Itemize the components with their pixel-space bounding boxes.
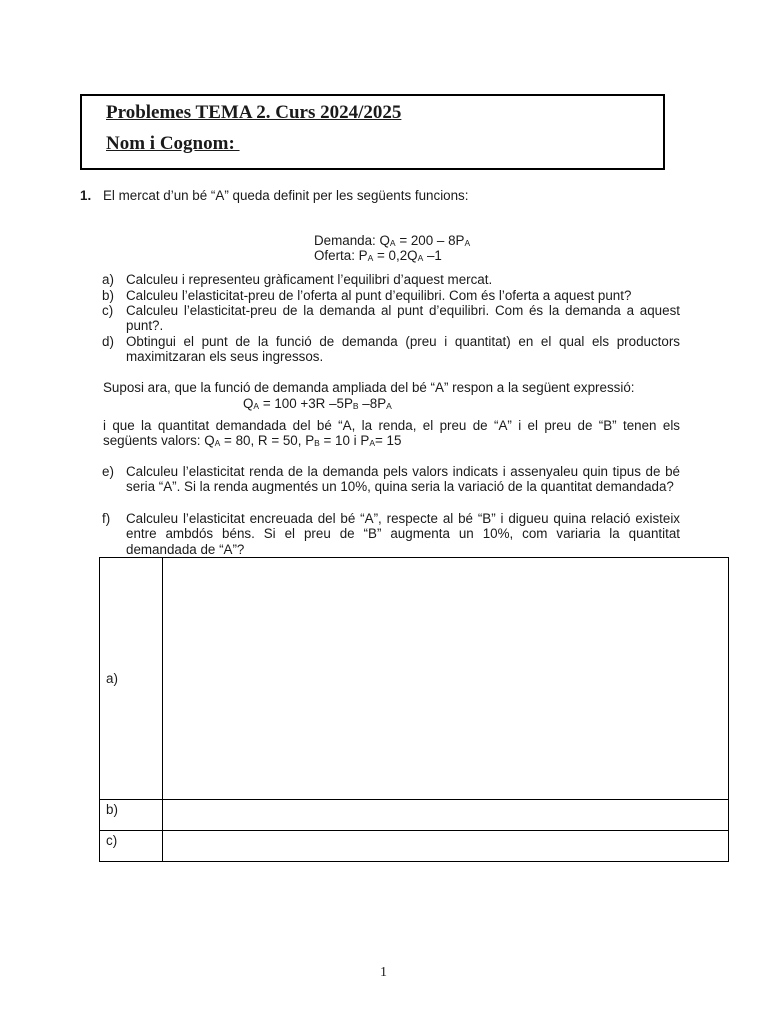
extended-demand-function: $Q_A = 100 +3R$ $-5P_B$ $-8P_A$ bbox=[243, 396, 392, 411]
answer-row-b bbox=[100, 800, 729, 831]
answer-cell-b[interactable] bbox=[163, 800, 729, 831]
question-label: b) bbox=[102, 288, 114, 303]
answer-label-a: a) bbox=[100, 558, 163, 800]
question-label: a) bbox=[102, 272, 114, 287]
question-text: Calculeu l’elasticitat encreuada del bé “A”, respecte al bé “B” i digueu quina relació existeix entre ambdós béns. Si el preu de “B” augmenta un 10%, com variaria la quantitat demandada de “A”? bbox=[126, 511, 680, 557]
question-text: Calculeu l’elasticitat-preu de la demanda al punt d’equilibri. Com és la demanda a aquest punt?. bbox=[126, 303, 680, 334]
question-text: Calculeu l’elasticitat-preu de l’oferta al punt d’equilibri. Com és l’oferta a aquest punt? bbox=[126, 288, 632, 303]
answer-cell-a[interactable] bbox=[163, 558, 729, 800]
page-number: 1 bbox=[380, 965, 387, 980]
name-label: Nom i Cognom: bbox=[106, 133, 240, 154]
answer-row-a bbox=[100, 558, 729, 800]
values-text: i que la quantitat demandada del bé “A, la renda, el preu de “A” i el preu de “B” tenen els següents valors: $Q_A = 80$, R = 50, $P_B = 10$ i $P_A= 15$ bbox=[103, 418, 680, 449]
answer-label-c: c) bbox=[100, 831, 163, 862]
question-label: f) bbox=[102, 511, 111, 526]
answer-table bbox=[99, 557, 729, 862]
problem-number: 1. bbox=[80, 188, 92, 203]
document-title: Problemes TEMA 2. Curs 2024/2025 bbox=[106, 102, 402, 123]
problem-intro: El mercat d’un bé “A” queda definit per les següents funcions: bbox=[103, 188, 469, 203]
answer-label-b: b) bbox=[100, 800, 163, 831]
answer-row-c bbox=[100, 831, 729, 862]
header-box bbox=[80, 94, 665, 170]
answer-cell-c[interactable] bbox=[163, 831, 729, 862]
suppose-text: Suposi ara, que la funció de demanda ampliada del bé “A” respon a la següent expressió: bbox=[103, 380, 635, 395]
question-text: Obtingui el punt de la funció de demanda (preu i quantitat) en el qual els productors maximitzaran els seus ingressos. bbox=[126, 334, 680, 365]
supply-function: Oferta: $P_A = 0,2Q_A$ –1 bbox=[314, 248, 442, 263]
question-text: Calculeu i representeu gràficament l’equilibri d’aquest mercat. bbox=[126, 272, 493, 287]
question-label: c) bbox=[102, 303, 114, 318]
question-text: Calculeu l’elasticitat renda de la demanda pels valors indicats i assenyaleu quin tipus de bé seria “A”. Si la renda augmentés un 10%, quina seria la variació de la quantitat demandada? bbox=[126, 464, 680, 495]
demand-function: Demanda: $Q_A = 200 - 8P_A$ bbox=[314, 233, 471, 248]
question-label: e) bbox=[102, 464, 114, 479]
question-label: d) bbox=[102, 334, 114, 349]
